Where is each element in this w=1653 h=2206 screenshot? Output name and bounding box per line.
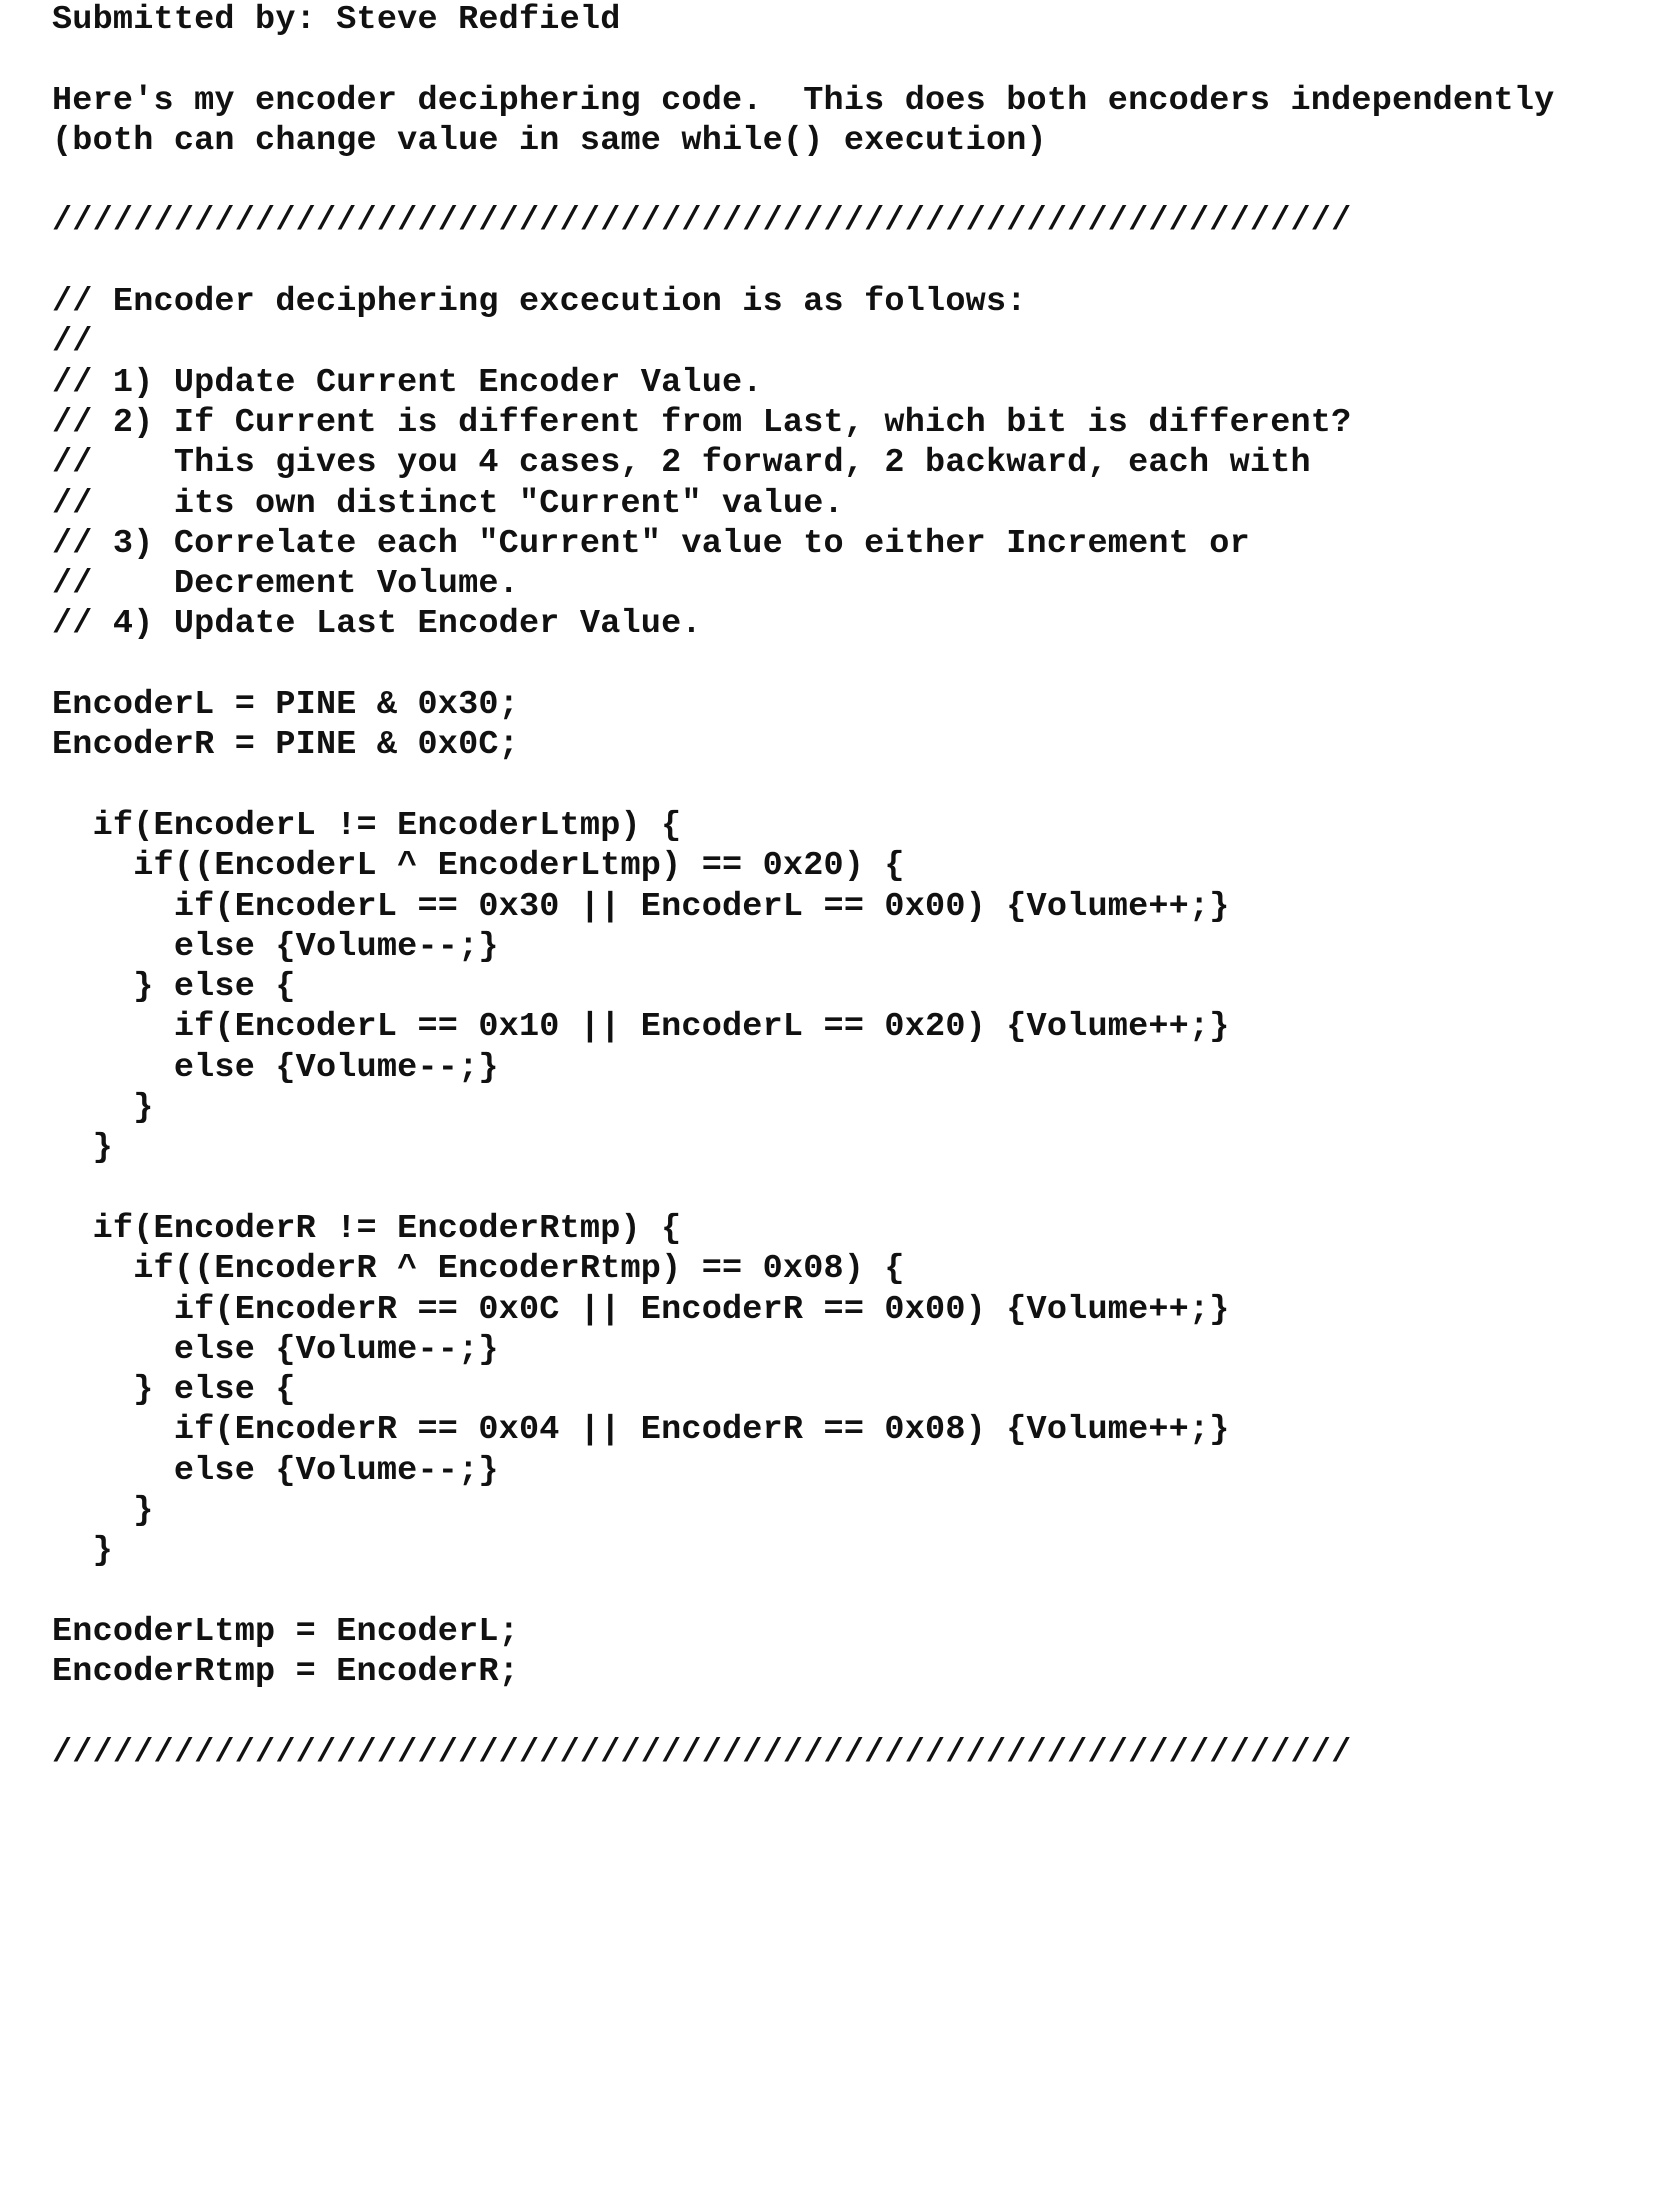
separator-line: //////////////////////////////////////////////////////////////// [52,1733,1352,1772]
separator-line: //////////////////////////////////////////////////////////////// [52,202,1352,241]
code-line: if(EncoderL == 0x30 || EncoderL == 0x00) {Volume++;} [52,887,1230,926]
comment-line: // Encoder deciphering excecution is as follows: [52,283,1027,322]
blank-line [52,766,1612,806]
code-line: EncoderL = PINE & 0x30; [52,686,519,725]
comment-line: // 1) Update Current Encoder Value. [52,363,763,402]
comment-line: // Decrement Volume. [52,565,519,604]
code-line: else {Volume--;} [52,1330,499,1369]
code-line: if((EncoderL ^ EncoderLtmp) == 0x20) { [52,847,905,886]
code-document [52,0,1612,1773]
blank-line [52,1572,1612,1612]
comment-line: // 3) Correlate each "Current" value to either Increment or [52,524,1250,563]
intro-line: (both can change value in same while() execution) [52,121,1047,160]
code-line: if(EncoderL == 0x10 || EncoderL == 0x20) {Volume++;} [52,1008,1230,1047]
code-line: } else { [52,1371,296,1410]
comment-line: // This gives you 4 cases, 2 forward, 2 backward, each with [52,444,1311,483]
blank-line [52,1169,1612,1209]
code-line: else {Volume--;} [52,1048,499,1087]
blank-line [52,40,1612,80]
code-line: } [52,1129,113,1168]
comment-line: // [52,323,93,362]
code-line: else {Volume--;} [52,927,499,966]
code-line: if((EncoderR ^ EncoderRtmp) == 0x08) { [52,1250,905,1289]
code-line: } [52,1089,154,1128]
blank-line [52,645,1612,685]
intro-line: Here's my encoder deciphering code. This does both encoders independently [52,81,1555,120]
code-line: else {Volume--;} [52,1451,499,1490]
comment-line: // 2) If Current is different from Last, which bit is different? [52,403,1352,442]
code-line: } [52,1491,154,1530]
code-line: EncoderLtmp = EncoderL; [52,1612,519,1651]
comment-line: // 4) Update Last Encoder Value. [52,605,702,644]
code-line: if(EncoderL != EncoderLtmp) { [52,806,682,845]
blank-line [52,161,1612,201]
code-line: } [52,1532,113,1571]
blank-line [52,1692,1612,1732]
code-line: EncoderR = PINE & 0x0C; [52,726,519,765]
submitted-by-line: Submitted by: Steve Redfield [52,1,621,39]
comment-line: // its own distinct "Current" value. [52,484,844,523]
blank-line [52,242,1612,282]
code-line: if(EncoderR == 0x04 || EncoderR == 0x08) {Volume++;} [52,1411,1230,1450]
code-line: if(EncoderR == 0x0C || EncoderR == 0x00) {Volume++;} [52,1290,1230,1329]
code-line: } else { [52,968,296,1007]
code-line: if(EncoderR != EncoderRtmp) { [52,1209,682,1248]
code-line: EncoderRtmp = EncoderR; [52,1653,519,1692]
